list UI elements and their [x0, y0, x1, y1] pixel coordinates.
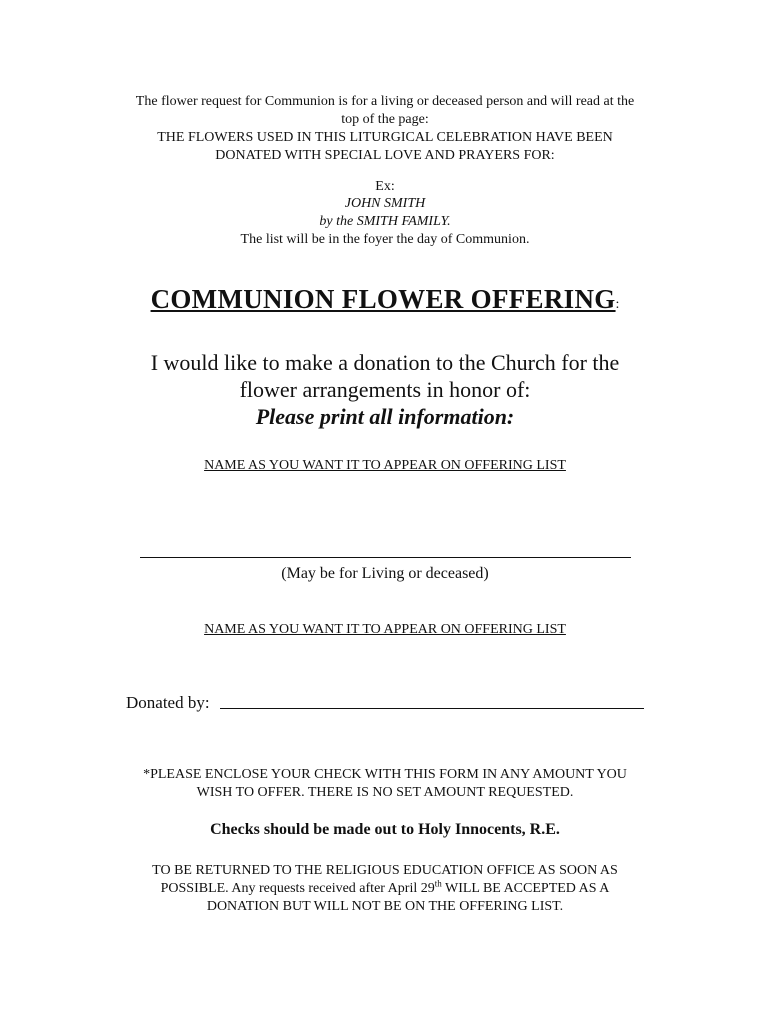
checks-payable-note: Checks should be made out to Holy Innocents, R.E.	[210, 821, 560, 838]
example-label: Ex:	[375, 179, 395, 194]
form-title-colon: :	[615, 297, 620, 312]
return-line-1: TO BE RETURNED TO THE RELIGIOUS EDUCATION OFFICE AS SOON AS	[152, 863, 618, 878]
form-title	[0, 283, 770, 321]
intro-line-4: DONATED WITH SPECIAL LOVE AND PRAYERS FOR:	[215, 148, 555, 163]
return-line-2-pre: POSSIBLE. Any requests received after April 29	[160, 881, 435, 896]
name-field-1-line[interactable]	[140, 557, 631, 558]
name-field-1-hint: (May be for Living or deceased)	[281, 565, 489, 582]
print-note: Please print all information:	[255, 404, 515, 429]
donated-by-label: Donated by:	[126, 693, 210, 712]
return-line-2-post: WILL BE ACCEPTED AS A	[441, 881, 610, 896]
enclose-line-1: *PLEASE ENCLOSE YOUR CHECK WITH THIS FORM IN ANY AMOUNT YOU	[143, 767, 627, 782]
name-field-1-label: NAME AS YOU WANT IT TO APPEAR ON OFFERING LIST	[204, 458, 566, 473]
return-line-2-sup: th	[434, 878, 442, 889]
intro-line-2: top of the page:	[341, 112, 429, 127]
form-title-text: COMMUNION FLOWER OFFERING	[150, 284, 616, 314]
name-field-2-label: NAME AS YOU WANT IT TO APPEAR ON OFFERING LIST	[204, 622, 566, 637]
donation-line-1: I would like to make a donation to the Church for the	[150, 350, 620, 375]
return-line-3: DONATION BUT WILL NOT BE ON THE OFFERING LIST.	[206, 899, 564, 914]
example-note: The list will be in the foyer the day of Communion.	[240, 232, 530, 247]
example-by: by the SMITH FAMILY.	[319, 214, 451, 229]
intro-line-1: The flower request for Communion is for a living or deceased person and will read at the	[135, 94, 635, 109]
example-name: JOHN SMITH	[344, 196, 426, 211]
donated-by-line[interactable]	[220, 708, 644, 709]
intro-line-3: THE FLOWERS USED IN THIS LITURGICAL CELEBRATION HAVE BEEN	[157, 130, 613, 145]
donation-line-2: flower arrangements in honor of:	[239, 377, 531, 402]
enclose-line-2: WISH TO OFFER. THERE IS NO SET AMOUNT REQUESTED.	[196, 785, 574, 800]
return-line-2	[0, 880, 770, 898]
